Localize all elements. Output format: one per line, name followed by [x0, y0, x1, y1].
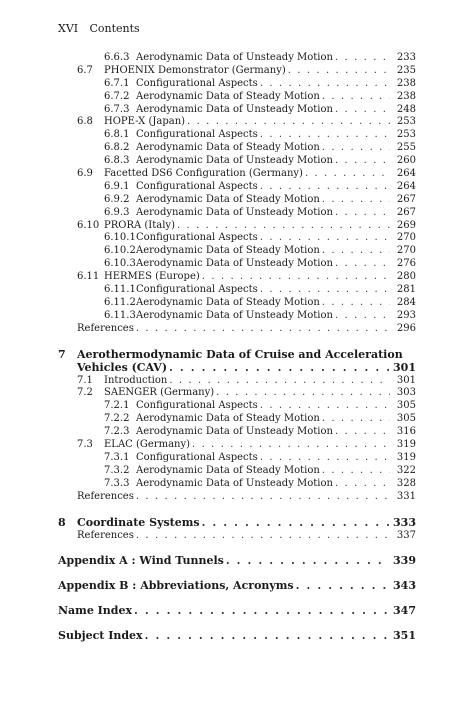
leader-dots [288, 65, 390, 78]
leader-dots [335, 52, 390, 65]
toc-entry[interactable] [58, 491, 416, 504]
toc-entry[interactable] [58, 194, 416, 207]
toc-entry-page: 238 [396, 90, 416, 102]
toc-entry-title: Configurational Aspects [136, 451, 258, 463]
toc-entry[interactable] [58, 271, 416, 284]
toc-entry-page: 337 [396, 529, 416, 541]
toc-entry[interactable] [58, 52, 416, 65]
toc-entry-page: 270 [396, 232, 416, 244]
backmatter-entry[interactable] [58, 629, 416, 643]
backmatter-entry[interactable] [58, 604, 416, 618]
toc-entry[interactable] [58, 426, 416, 439]
toc-entry[interactable] [58, 142, 416, 155]
backmatter-entry[interactable] [58, 579, 416, 593]
toc-entry-number: 6.11.2 [104, 296, 136, 308]
toc-entry-title: References [77, 490, 134, 502]
chapter-7-number: 7 [58, 347, 66, 361]
chapter-8-page: 333 [393, 515, 416, 529]
toc-entry-number: 6.8.2 [104, 142, 130, 154]
leader-dots [305, 168, 390, 181]
toc-entry-title: Aerodynamic Data of Steady Motion [136, 413, 320, 425]
toc-entry-title: Aerodynamic Data of Steady Motion [136, 296, 320, 308]
toc-entry-page: 322 [396, 464, 416, 476]
leader-dots [202, 516, 389, 530]
toc-entry-page: 253 [396, 129, 416, 141]
toc-entry-title: Aerodynamic Data of Unsteady Motion [136, 426, 333, 438]
leader-dots [322, 91, 390, 104]
toc-entry-page: 264 [396, 168, 416, 180]
toc-entry-number: 7.3 [77, 439, 93, 451]
toc-entry-title: Configurational Aspects [136, 232, 258, 244]
leader-dots [335, 207, 390, 220]
leader-dots [136, 323, 390, 336]
toc-entry-title: Configurational Aspects [136, 129, 258, 141]
leader-dots [322, 142, 390, 155]
toc-entry-page: 233 [396, 52, 416, 63]
toc-entry-page: 270 [396, 245, 416, 257]
toc-entry-page: 301 [396, 374, 416, 386]
toc-entry[interactable] [58, 387, 416, 400]
chapter-8-title: Coordinate Systems [77, 515, 200, 529]
toc-entry-page: 235 [396, 64, 416, 76]
toc-entry-number: 7.3.1 [104, 451, 130, 463]
toc-entry-page: 267 [396, 206, 416, 218]
toc-entry-title: Configurational Aspects [136, 180, 258, 192]
toc-entry[interactable] [58, 168, 416, 181]
toc-entry-page: 269 [396, 219, 416, 231]
chapter-7-heading-line-2[interactable] [58, 361, 416, 375]
toc-entry-title: Aerodynamic Data of Steady Motion [136, 142, 320, 154]
toc-entry-title: Facetted DS6 Configuration (Germany) [104, 168, 303, 180]
toc-entry[interactable] [58, 207, 416, 220]
chapter-7-page: 301 [393, 360, 416, 374]
toc-entry[interactable] [58, 297, 416, 310]
toc-entry[interactable] [58, 104, 416, 117]
toc-entry[interactable] [58, 78, 416, 91]
leader-dots [260, 400, 390, 413]
chapter-7-title-line-2: Vehicles (CAV) [77, 360, 168, 374]
toc-entry[interactable] [58, 465, 416, 478]
toc-entry-number: 6.7 [77, 64, 93, 76]
toc-entry-number: 6.10.3 [104, 258, 136, 270]
toc-entry-title: Aerodynamic Data of Unsteady Motion [136, 309, 333, 321]
toc-entry[interactable] [58, 452, 416, 465]
toc-entry-page: 319 [396, 439, 416, 451]
toc-entry-page: 305 [396, 413, 416, 425]
toc-entry[interactable] [58, 232, 416, 245]
toc-entry-title: Aerodynamic Data of Unsteady Motion [136, 103, 333, 115]
toc-entry-title: References [77, 529, 134, 541]
toc-entry-number: 7.1 [77, 374, 93, 386]
toc-entry-number: 6.9.1 [104, 180, 130, 192]
backmatter-title: Subject Index [58, 629, 143, 643]
toc-entry[interactable] [58, 155, 416, 168]
toc-entry-title: Aerodynamic Data of Unsteady Motion [136, 477, 333, 489]
toc-entry-page: 260 [396, 155, 416, 167]
toc-entry-title: SAENGER (Germany) [104, 387, 215, 399]
toc-entry-number: 6.7.1 [104, 77, 130, 89]
toc-entry-title: Aerodynamic Data of Unsteady Motion [136, 258, 333, 270]
toc-entry-page: 305 [396, 400, 416, 412]
leader-dots [260, 78, 390, 91]
toc-entry-number: 6.9.3 [104, 206, 130, 218]
toc-entry-page: 331 [396, 490, 416, 502]
toc-entry-number: 6.8.1 [104, 129, 130, 141]
leader-dots [145, 629, 389, 643]
leader-dots [335, 426, 390, 439]
leader-dots [335, 104, 390, 117]
leader-dots [136, 530, 390, 543]
leader-dots [335, 478, 390, 491]
leader-dots [260, 129, 390, 142]
toc-entry-page: 319 [396, 451, 416, 463]
toc-entry[interactable] [58, 220, 416, 233]
toc-entry-number: 7.2.2 [104, 413, 130, 425]
leader-dots [169, 375, 390, 388]
toc-entry-title: ELAC (Germany) [104, 439, 191, 451]
toc-entry-page: 276 [396, 258, 416, 270]
leader-dots [335, 310, 390, 323]
toc-entry-page: 296 [396, 322, 416, 334]
leader-dots [322, 465, 390, 478]
backmatter-page: 343 [393, 579, 416, 593]
toc-entry-page: 280 [396, 271, 416, 283]
leader-dots [216, 387, 390, 400]
toc-entry[interactable] [58, 530, 416, 543]
toc-entry-title: PHOENIX Demonstrator (Germany) [104, 64, 286, 76]
toc-entry[interactable] [58, 413, 416, 426]
leader-dots [335, 258, 390, 271]
leader-dots [260, 232, 390, 245]
toc-entry-number: 7.3.3 [104, 477, 130, 489]
toc-entry-number: 7.2.3 [104, 426, 130, 438]
header-title: Contents [89, 22, 140, 35]
toc-entry-page: 328 [396, 477, 416, 489]
toc-entry-number: 6.11.1 [104, 284, 136, 296]
leader-dots [322, 297, 390, 310]
toc-entry-number: 6.10.1 [104, 232, 136, 244]
toc-entry-page: 238 [396, 77, 416, 89]
leader-dots [169, 361, 389, 375]
toc-entry-number: 6.8 [77, 116, 93, 128]
toc-entry[interactable] [58, 310, 416, 323]
toc-entry-title: Aerodynamic Data of Steady Motion [136, 193, 320, 205]
toc-entry-number: 6.6.3 [104, 52, 130, 63]
backmatter-page: 351 [393, 629, 416, 643]
leader-dots [260, 452, 390, 465]
chapter-7-title-line-1: Aerothermodynamic Data of Cruise and Acceleration [77, 347, 403, 361]
toc-entry-title: PRORA (Italy) [104, 219, 175, 231]
backmatter-title: Appendix B : Abbreviations, Acronyms [58, 579, 294, 593]
toc-entry-title: Aerodynamic Data of Unsteady Motion [136, 206, 333, 218]
toc-entry-title: Aerodynamic Data of Steady Motion [136, 90, 320, 102]
toc-entry-title: Aerodynamic Data of Unsteady Motion [136, 52, 333, 63]
toc-entry-number: 7.3.2 [104, 464, 130, 476]
toc-entry-title: HERMES (Europe) [104, 271, 200, 283]
toc-entry-title: Configurational Aspects [136, 284, 258, 296]
toc-entry-number: 6.7.3 [104, 103, 130, 115]
toc-entry-page: 253 [396, 116, 416, 128]
leader-dots [134, 604, 389, 618]
leader-dots [322, 413, 390, 426]
toc-entry[interactable] [58, 91, 416, 104]
toc-entry[interactable] [58, 258, 416, 271]
toc-entry-number: 6.11.3 [104, 309, 136, 321]
table-of-contents [58, 52, 416, 643]
leader-dots [322, 245, 390, 258]
chapter-8-number: 8 [58, 515, 66, 529]
toc-entry-page: 248 [396, 103, 416, 115]
chapter-7-heading-line-1[interactable] [58, 348, 416, 361]
toc-entry[interactable] [58, 284, 416, 297]
toc-entry-title: HOPE-X (Japan) [104, 116, 186, 128]
toc-entry-title: Configurational Aspects [136, 400, 258, 412]
toc-group-chapter-7 [58, 375, 416, 504]
leader-dots [322, 194, 390, 207]
backmatter-page: 347 [393, 604, 416, 618]
toc-entry-title: Introduction [104, 374, 168, 386]
leader-dots [192, 439, 390, 452]
toc-entry[interactable] [58, 323, 416, 336]
toc-entry[interactable] [58, 400, 416, 413]
toc-entry-title: Aerodynamic Data of Unsteady Motion [136, 155, 333, 167]
leader-dots [296, 579, 389, 593]
toc-entry[interactable] [58, 245, 416, 258]
toc-entry-page: 267 [396, 193, 416, 205]
toc-entry-number: 6.10.2 [104, 245, 136, 257]
toc-entry[interactable] [58, 439, 416, 452]
toc-entry-page: 303 [396, 387, 416, 399]
toc-entry[interactable] [58, 375, 416, 388]
leader-dots [335, 155, 390, 168]
backmatter-title: Appendix A : Wind Tunnels [58, 554, 224, 568]
toc-entry-number: 6.7.2 [104, 90, 130, 102]
toc-group-chapter-6 [58, 52, 416, 336]
leader-dots [260, 284, 390, 297]
toc-entry-page: 284 [396, 296, 416, 308]
toc-entry[interactable] [58, 65, 416, 78]
toc-entry-number: 7.2.1 [104, 400, 130, 412]
toc-entry[interactable] [58, 181, 416, 194]
toc-group-chapter-8 [58, 530, 416, 543]
toc-entry-page: 293 [396, 309, 416, 321]
toc-entry-number: 6.9 [77, 168, 93, 180]
toc-entry-number: 6.10 [77, 219, 100, 231]
toc-entry-number: 6.9.2 [104, 193, 130, 205]
toc-entry-title: Aerodynamic Data of Steady Motion [136, 464, 320, 476]
backmatter-page: 339 [393, 554, 416, 568]
toc-entry-page: 264 [396, 180, 416, 192]
toc-entry-page: 281 [396, 284, 416, 296]
toc-entry-number: 6.11 [77, 271, 100, 283]
toc-entry-page: 316 [396, 426, 416, 438]
toc-entry[interactable] [58, 129, 416, 142]
toc-entry-title: Configurational Aspects [136, 77, 258, 89]
toc-entry-number: 6.8.3 [104, 155, 130, 167]
leader-dots [187, 116, 390, 129]
toc-backmatter [58, 542, 416, 643]
toc-entry-title: Aerodynamic Data of Steady Motion [136, 245, 320, 257]
chapter-8-heading[interactable] [58, 516, 416, 530]
running-header [58, 22, 140, 35]
leader-dots [260, 181, 390, 194]
leader-dots [136, 491, 390, 504]
toc-entry[interactable] [58, 478, 416, 491]
toc-entry-title: References [77, 322, 134, 334]
leader-dots [226, 554, 389, 568]
leader-dots [177, 220, 390, 233]
toc-entry[interactable] [58, 116, 416, 129]
toc-entry-number: 7.2 [77, 387, 93, 399]
header-page-number: XVI [58, 22, 79, 35]
backmatter-title: Name Index [58, 604, 133, 618]
toc-entry-page: 255 [396, 142, 416, 154]
leader-dots [202, 271, 390, 284]
backmatter-entry[interactable] [58, 554, 416, 568]
